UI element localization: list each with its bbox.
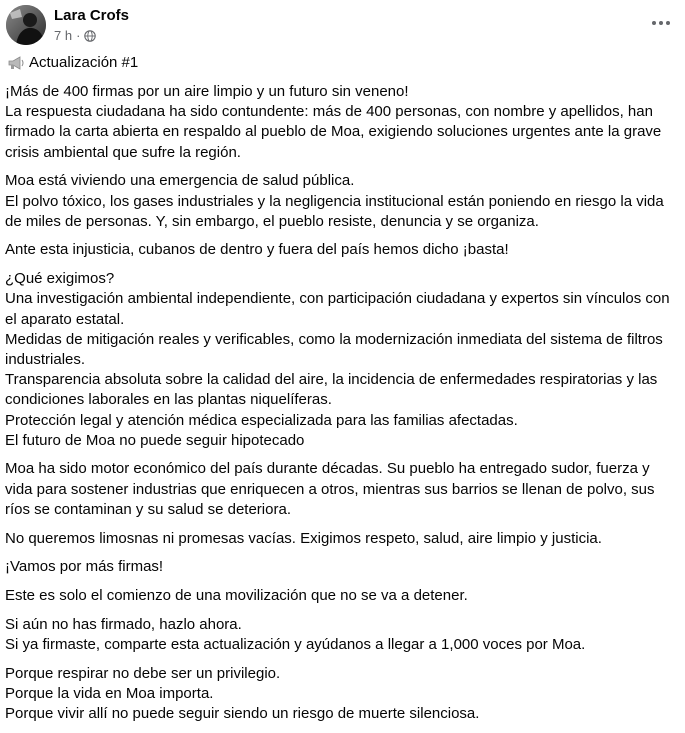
post-text-line: ¿Qué exigimos? xyxy=(5,270,115,288)
post-text-line: Si aún no has firmado, hazlo ahora. xyxy=(5,615,242,633)
post-text-line: Porque vivir allí no puede seguir siendo un riesgo de muerte silenciosa. xyxy=(5,704,480,722)
more-dot xyxy=(652,21,656,25)
post-text-line: Moa está viviendo una emergencia de salud pública. xyxy=(5,172,355,190)
post-paragraph xyxy=(5,586,680,606)
more-dot xyxy=(666,21,670,25)
post-text-line: ¡Vamos por más firmas! xyxy=(5,558,164,576)
post-paragraph xyxy=(5,459,680,520)
post-paragraph xyxy=(5,557,680,577)
globe-icon[interactable] xyxy=(84,30,96,42)
megaphone-icon xyxy=(7,55,25,71)
post-text-line: El polvo tóxico, los gases industriales y la negligencia institucional están poniendo en riesgo la vida de miles de personas. Y, sin embargo, el pueblo resiste, denuncia y se organiza. xyxy=(5,192,664,230)
post-text-line: Moa ha sido motor económico del país durante décadas. Su pueblo ha entregado sudor, fuerza y vida para sostener industrias que enriquecen a otros, mientras sus barrios se llenan de polvo, sus ríos se contaminan y su salud se deteriora. xyxy=(5,460,655,518)
avatar-image xyxy=(6,5,46,45)
post-text-line: No queremos limosnas ni promesas vacías. Exigimos respeto, salud, aire limpio y justicia. xyxy=(5,529,602,547)
post-paragraph xyxy=(5,171,680,232)
post-paragraph xyxy=(5,664,680,725)
update-label: Actualización #1 xyxy=(29,54,139,71)
post-text-line: Ante esta injusticia, cubanos de dentro y fuera del país hemos dicho ¡basta! xyxy=(5,241,509,259)
post-paragraph xyxy=(5,529,680,549)
post-text-line: Si ya firmaste, comparte esta actualización y ayúdanos a llegar a 1,000 voces por Moa. xyxy=(5,635,586,653)
post-body xyxy=(5,82,680,733)
post-text-line: Porque respirar no debe ser un privilegio. xyxy=(5,664,281,682)
post-header xyxy=(6,5,679,47)
more-options-icon[interactable] xyxy=(647,13,675,33)
post-time[interactable]: 7 h xyxy=(54,28,73,43)
post-text-line: Transparencia absoluta sobre la calidad del aire, la incidencia de enfermedades respiratorias y las condiciones laborales en las plantas niquelíferas. xyxy=(5,371,658,409)
post-text-line: El futuro de Moa no puede seguir hipotecado xyxy=(5,431,305,449)
update-heading xyxy=(7,54,138,71)
post-meta xyxy=(54,28,96,43)
post-paragraph xyxy=(5,240,680,260)
post-paragraph xyxy=(5,82,680,163)
post-text-line: Porque la vida en Moa importa. xyxy=(5,684,214,702)
post-text-line: Este es solo el comienzo de una movilización que no se va a detener. xyxy=(5,586,468,604)
post-text-line: La respuesta ciudadana ha sido contundente: más de 400 personas, con nombre y apellidos, han firmado la carta abierta en respaldo al pueblo de Moa, exigiendo soluciones urgentes ante la grave crisis ambiental que sufre la región. xyxy=(5,103,662,161)
post-paragraph xyxy=(5,269,680,451)
more-dot xyxy=(659,21,663,25)
meta-separator: · xyxy=(76,28,81,43)
post-text-line: Protección legal y atención médica especializada para las familias afectadas. xyxy=(5,411,518,429)
post-text-line: Medidas de mitigación reales y verificables, como la modernización inmediata del sistema de filtros industriales. xyxy=(5,330,663,368)
post-paragraph xyxy=(5,615,680,655)
post-text-line: Una investigación ambiental independiente, con participación ciudadana y expertos sin vínculos con el aparato estatal. xyxy=(5,290,670,328)
post-text-line: ¡Más de 400 firmas por un aire limpio y un futuro sin veneno! xyxy=(5,83,409,100)
author-name[interactable]: Lara Crofs xyxy=(54,7,130,24)
author-avatar[interactable] xyxy=(6,5,46,45)
